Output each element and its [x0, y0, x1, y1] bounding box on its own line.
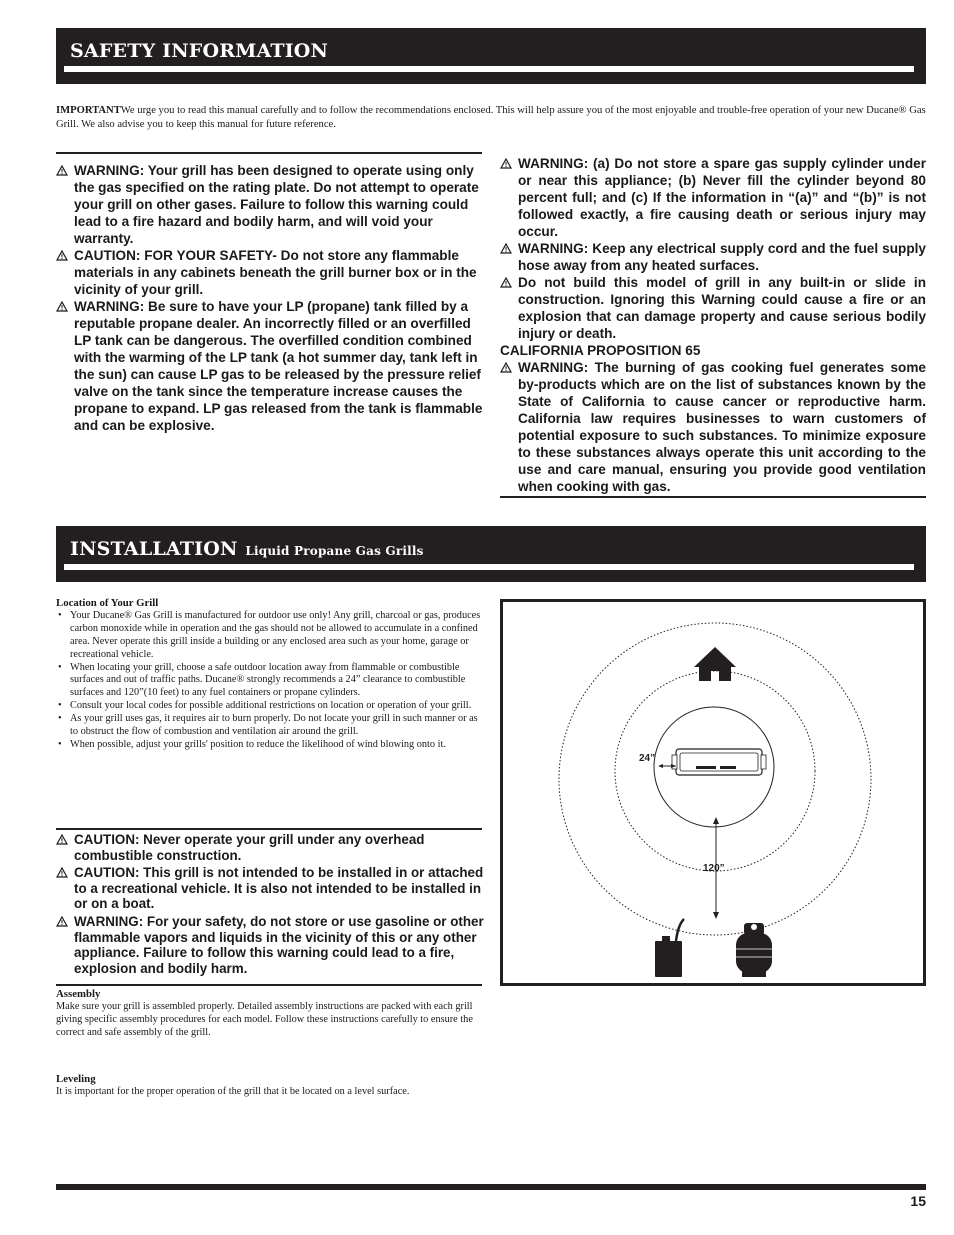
assembly-text: Make sure your grill is assembled properly. Detailed assembly instructions are packed with each grill giving specific assembly procedures for each model. Follow these instructions carefully to ensure the correct and safe assembly of the grill. [56, 1000, 473, 1038]
warning-triangle-icon [500, 155, 518, 172]
right-bottom-rule [500, 496, 926, 498]
list-item: • When possible, adjust your grills' position to reduce the likelihood of wind blowing onto it. [56, 739, 482, 752]
installation-title [70, 538, 424, 560]
intro-paragraph [56, 104, 928, 131]
intro-label: IMPORTANT [56, 105, 121, 116]
warning-triangle-icon [56, 865, 74, 881]
intro-text: We urge you to read this manual carefully and to follow the recommendations enclosed. This will help assure you of the most enjoyable and trouble-free operation of your new Ducane® Gas Grill. We also advise you to keep this manual for future reference. [56, 105, 926, 130]
cautions-top-rule [56, 828, 482, 830]
cautions-bottom-rule [56, 984, 482, 986]
installation-banner [56, 526, 926, 582]
left-top-rule [56, 152, 482, 154]
warning-triangle-icon [56, 247, 74, 264]
right-warnings [500, 155, 926, 495]
warning-text: Do not build this model of grill in any built-in or slide in construction. Ignoring this Warning could cause a fire or an explosion that can damage property and cause serious bodily injury or death. [518, 275, 926, 341]
warning-triangle-icon [56, 298, 74, 315]
banner-rule [64, 66, 914, 72]
warning-triangle-icon [500, 274, 518, 291]
label-120: 120” [703, 863, 725, 874]
location-section [56, 597, 482, 752]
warning-triangle-icon [56, 832, 74, 848]
leveling-section [56, 1073, 484, 1099]
prop65-heading: CALIFORNIA PROPOSITION 65 [500, 343, 701, 358]
caution-item [56, 865, 484, 912]
warning-item [56, 298, 484, 434]
warning-item [500, 240, 926, 274]
caution-text: WARNING: For your safety, do not store or use gasoline or other flammable vapors and liquids in the vicinity of this or any other appliance. Failure to follow this warning could lead to a fire, explosion and bodily harm. [74, 913, 484, 976]
installation-subheading: Liquid Propane Gas Grills [245, 544, 424, 558]
warning-text: WARNING: Be sure to have your LP (propane) tank filled by a reputable propane dealer. An incorrectly filled or an overfilled LP tank can be dangerous. The overfilled condition combined with the warming of the LP tank (a hot summer day, tank left in the sun) can cause LP gas to be released by the pressure relief valve on the tank since the temperature increase causes the propane to expand. LP gas released from the tank is flammable and can be explosive. [74, 299, 483, 433]
assembly-section [56, 988, 484, 1040]
list-item: • Consult your local codes for possible additional restrictions on location or operation of your grill. [56, 700, 482, 713]
list-item: • As your grill uses gas, it requires air to burn properly. Do not locate your grill in such manner or as to obstruct the flow of combustion and ventilation air around the grill. [56, 713, 482, 739]
footer-rule [56, 1184, 926, 1190]
warning-text: WARNING: (a) Do not store a spare gas supply cylinder under or near this appliance; (b) Never fill the cylinder beyond 80 percent full; and (c) If the information in “(a)” and “(b)” is not followed exactly, a fire causing death or serious injury may occur. [518, 156, 926, 239]
installation-heading: INSTALLATION [70, 538, 238, 560]
warning-triangle-icon [500, 240, 518, 257]
caution-item [56, 914, 484, 976]
caution-text: CAUTION: Never operate your grill under any overhead combustible construction. [74, 832, 425, 863]
warning-triangle-icon [56, 914, 74, 930]
warning-item [56, 247, 484, 298]
warning-item [56, 162, 484, 247]
warning-text: WARNING: The burning of gas cooking fuel generates some by-products which are on the list of substances known by the State of California to cause cancer or reproductive harm. California law requires businesses to warn customers of potential exposure to such substances. To minimize exposure to these substances always operate this unit according to the use and care manual, ensuring you provide good ventilation when cooking with gas. [518, 360, 926, 494]
warning-item [500, 155, 926, 240]
warning-triangle-icon [500, 359, 518, 376]
safety-banner [56, 28, 926, 84]
installation-cautions [56, 832, 484, 976]
clearance-diagram [500, 599, 926, 987]
list-item: • When locating your grill, choose a safe outdoor location away from flammable or combustible surfaces and out of traffic paths. Ducane® strongly recommends a 24” clearance to combustible surfaces and 120”(10 feet) to any fuel containers or propane cylinders. [56, 662, 482, 701]
leveling-text: It is important for the proper operation of the grill that it be located on a level surface. [56, 1085, 410, 1097]
warning-item [500, 359, 926, 495]
grill-icon [672, 749, 766, 775]
warning-text: WARNING: Your grill has been designed to operate using only the gas specified on the rating plate. Do not attempt to operate your grill on other gases. Failure to follow this warning could lead to a fire hazard and bodily harm, and will void your warranty. [74, 163, 479, 246]
left-warnings [56, 162, 484, 434]
assembly-heading: Assembly [56, 988, 101, 1000]
caution-text: CAUTION: This grill is not intended to be installed in or attached to a recreational vehicle. It is also not intended to be installed in or on a boat. [74, 865, 484, 912]
safety-heading: SAFETY INFORMATION [70, 40, 329, 62]
warning-item [500, 274, 926, 342]
location-list [56, 610, 482, 752]
caution-item [56, 832, 484, 863]
page-number: 15 [910, 1193, 926, 1209]
label-24: 24” [639, 753, 656, 764]
warning-text: WARNING: Keep any electrical supply cord and the fuel supply hose away from any heated surfaces. [518, 241, 926, 273]
warning-text: CAUTION: FOR YOUR SAFETY- Do not store any flammable materials in any cabinets beneath the grill burner box or in the vicinity of your grill. [74, 248, 477, 297]
warning-triangle-icon [56, 162, 74, 179]
clearance-diagram-svg [500, 599, 926, 987]
list-item: • Your Ducane® Gas Grill is manufactured for outdoor use only! Any grill, charcoal or gas, produces carbon monoxide while in operation and the gas should not be allowed to accumulate in a confined area. Never operate this grill inside a building or any enclosed area such as your home, garage or recreational vehicle. [56, 610, 482, 662]
location-heading: Location of Your Grill [56, 597, 159, 609]
leveling-heading: Leveling [56, 1073, 96, 1085]
banner-rule [64, 564, 914, 570]
